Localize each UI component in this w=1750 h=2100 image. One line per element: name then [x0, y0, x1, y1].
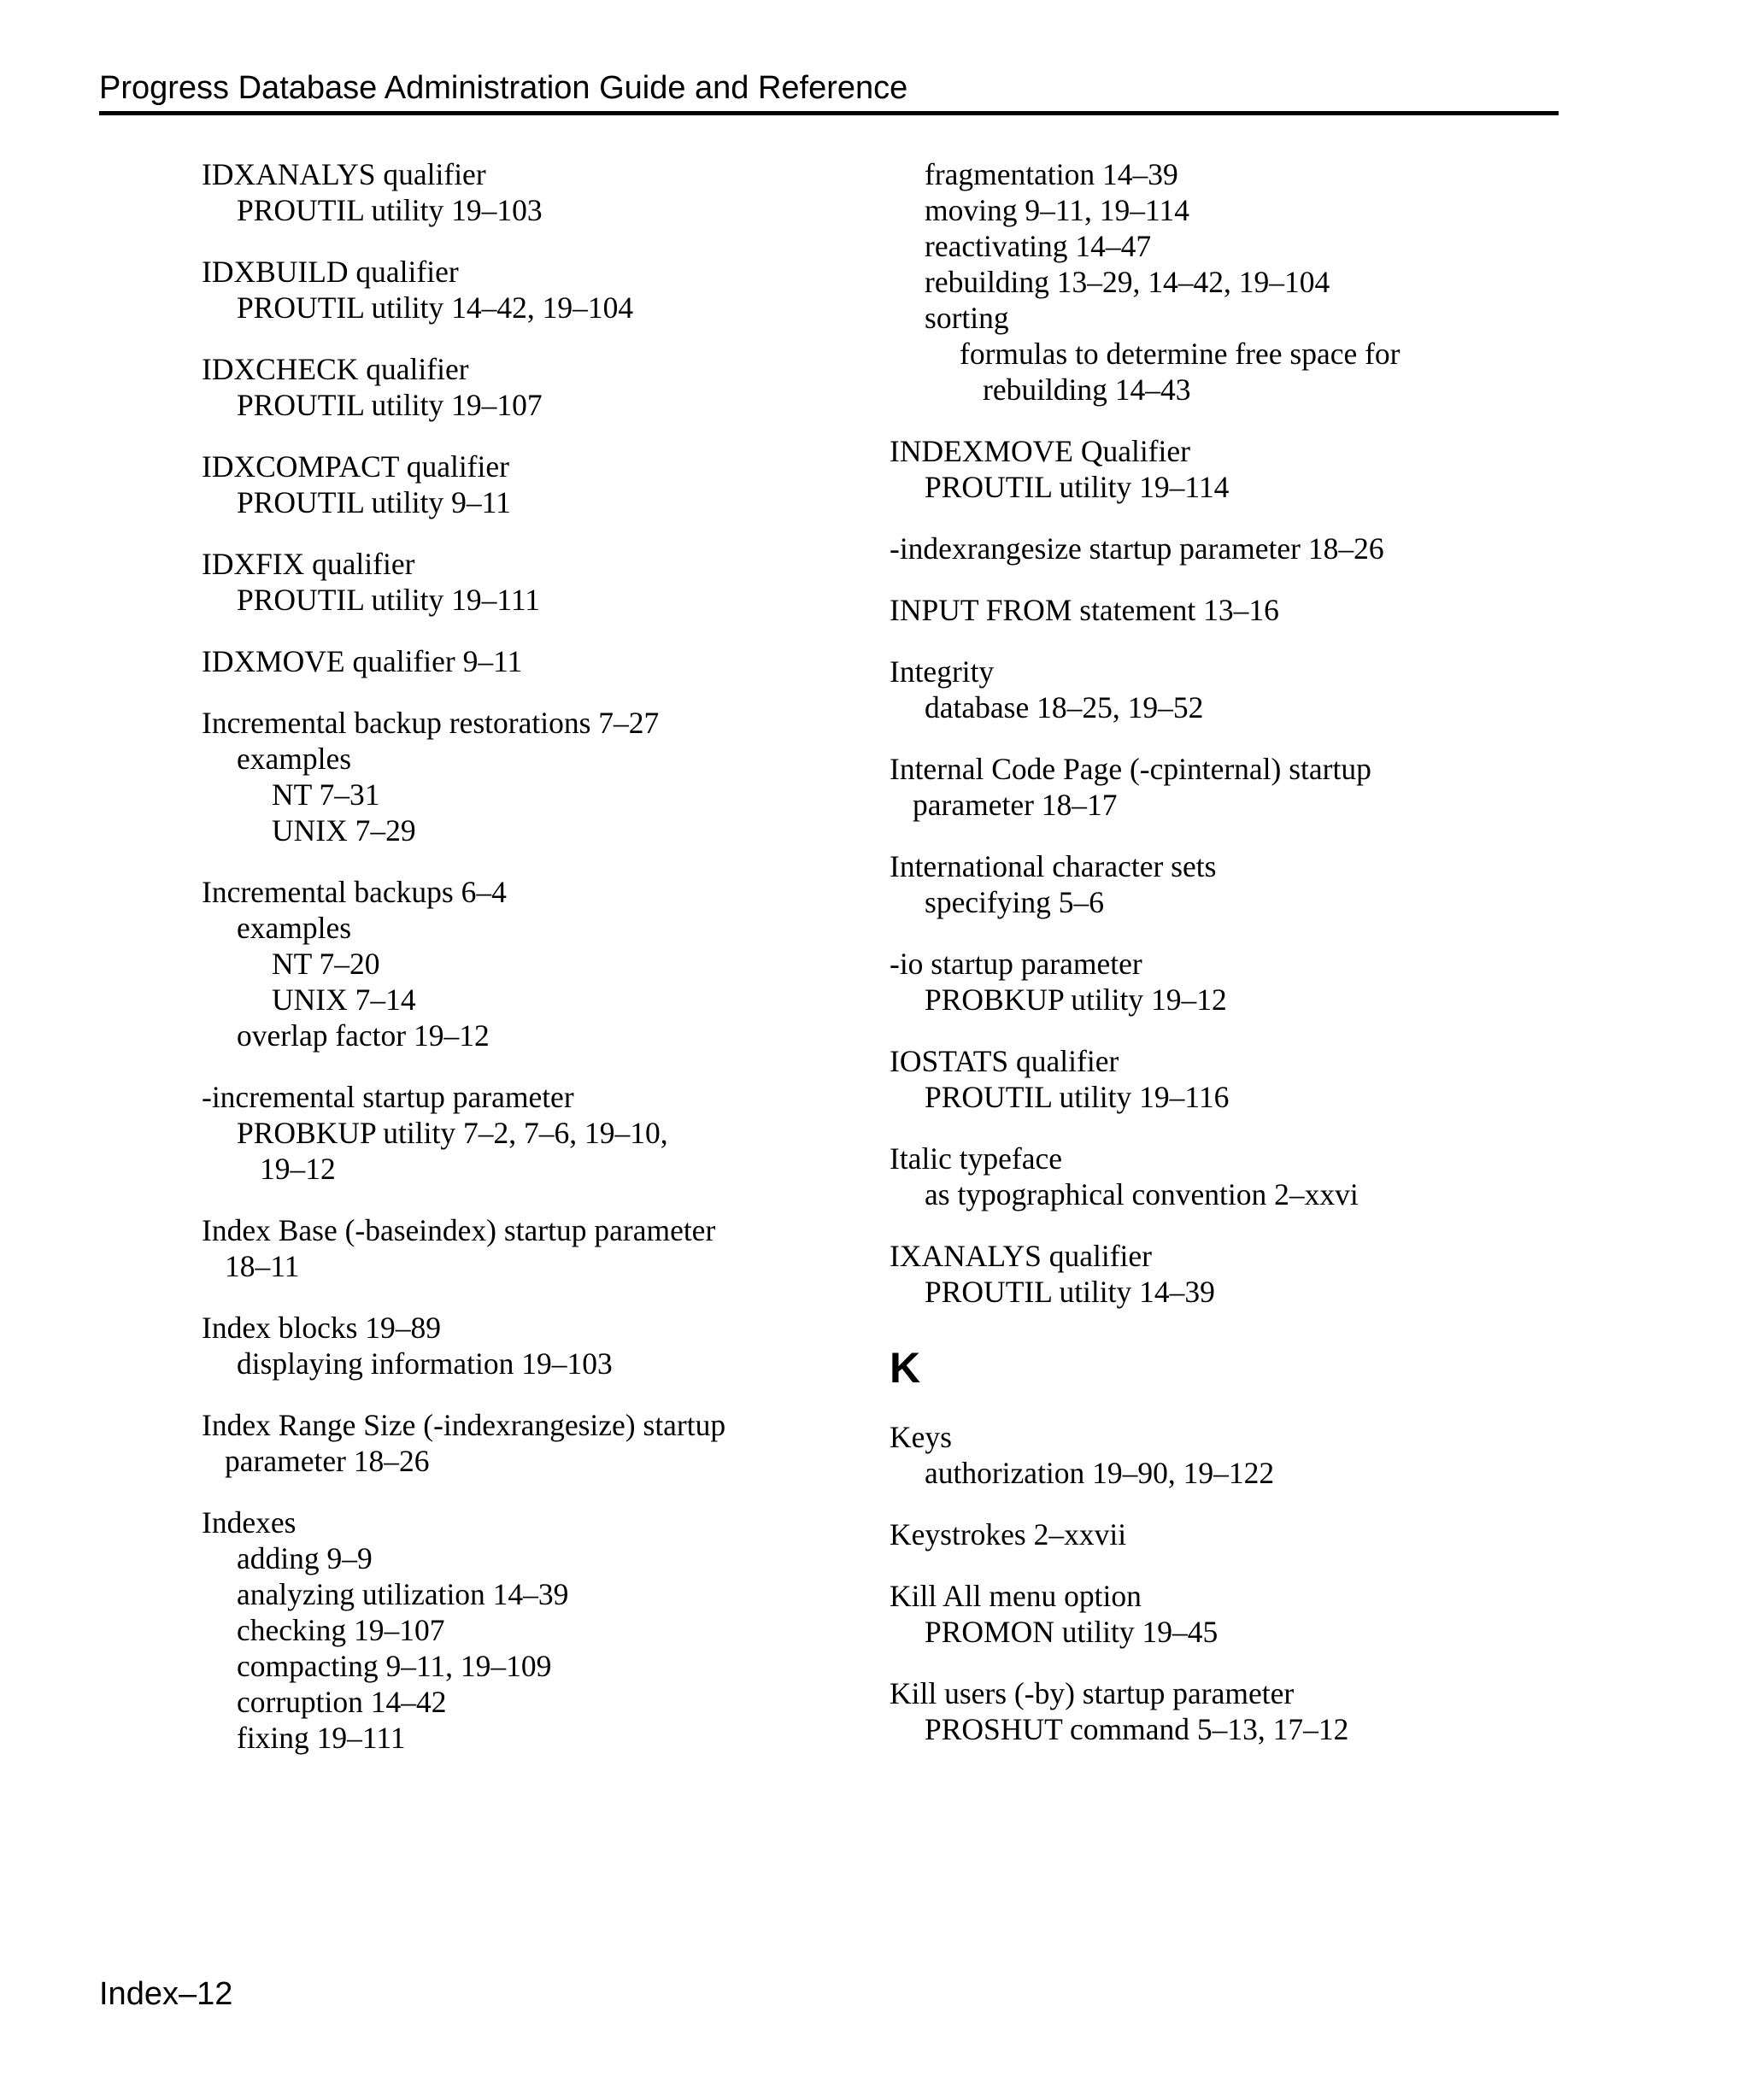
index-term: -indexrangesize startup parameter 18–26 [890, 531, 1384, 566]
index-term: IDXMOVE qualifier 9–11 [202, 644, 523, 678]
index-subentry: examples [237, 742, 352, 776]
index-term: International character sets [890, 849, 1217, 883]
index-subentry: fixing 19–111 [237, 1721, 406, 1755]
index-entry [890, 654, 1624, 725]
index-entry [202, 643, 937, 679]
index-entry [202, 254, 937, 326]
index-subentry: PROUTIL utility 9–11 [237, 485, 511, 519]
index-term: INPUT FROM statement 13–16 [890, 593, 1279, 627]
index-term: IDXCOMPACT qualifier [202, 449, 509, 484]
index-entry [202, 1079, 937, 1187]
index-subentry: rebuilding 14–43 [983, 372, 1191, 407]
index-term: IDXFIX qualifier [202, 547, 415, 581]
index-entry [890, 848, 1624, 920]
index-entry [890, 592, 1624, 628]
index-entry [890, 1043, 1624, 1115]
index-subentry: NT 7–20 [272, 947, 380, 981]
index-subentry: analyzing utilization 14–39 [237, 1577, 569, 1611]
index-entry [202, 705, 937, 848]
index-term: IOSTATS qualifier [890, 1044, 1119, 1078]
index-subentry: PROUTIL utility 14–42, 19–104 [237, 290, 634, 325]
index-subentry: sorting [925, 301, 1009, 335]
index-term: Index Range Size (-indexrangesize) startup [202, 1408, 726, 1442]
index-subentry: parameter 18–17 [913, 788, 1118, 822]
index-term: -io startup parameter [890, 947, 1142, 981]
index-subentry: reactivating 14–47 [925, 229, 1152, 263]
index-entry [202, 546, 937, 618]
index-term: Incremental backups 6–4 [202, 875, 507, 909]
index-subentry: formulas to determine free space for [960, 337, 1401, 371]
index-entry [890, 156, 1624, 408]
index-entry [202, 874, 937, 1053]
index-term: IXANALYS qualifier [890, 1239, 1153, 1273]
index-entry [890, 531, 1624, 566]
index-term: Integrity [890, 654, 995, 689]
index-term: Keystrokes 2–xxvii [890, 1517, 1127, 1552]
index-subentry: PROSHUT command 5–13, 17–12 [925, 1712, 1349, 1746]
header-rule [99, 111, 1559, 115]
index-entry [202, 449, 937, 520]
index-subentry: PROUTIL utility 14–39 [925, 1275, 1215, 1309]
index-subentry: as typographical convention 2–xxvi [925, 1177, 1359, 1211]
index-entry [202, 156, 937, 228]
index-subentry: rebuilding 13–29, 14–42, 19–104 [925, 265, 1330, 299]
index-entry [890, 1578, 1624, 1650]
index-subentry: corruption 14–42 [237, 1685, 447, 1719]
index-entry [890, 1516, 1624, 1552]
index-subentry: fragmentation 14–39 [925, 157, 1178, 191]
index-term: -incremental startup parameter [202, 1080, 574, 1114]
index-entry [202, 1407, 937, 1479]
index-term: Kill users (-by) startup parameter [890, 1676, 1295, 1710]
index-term: Kill All menu option [890, 1579, 1142, 1613]
index-subentry: 18–11 [225, 1249, 300, 1283]
index-subentry: examples [237, 911, 352, 945]
index-subentry: PROMON utility 19–45 [925, 1615, 1219, 1649]
index-subentry: 19–12 [260, 1152, 336, 1186]
index-subentry: PROUTIL utility 19–114 [925, 470, 1230, 504]
index-entry [890, 946, 1624, 1018]
running-header-title: Progress Database Administration Guide and Reference [99, 70, 908, 106]
index-subentry: displaying information 19–103 [237, 1346, 613, 1381]
index-subentry: NT 7–31 [272, 777, 380, 812]
index-subentry: database 18–25, 19–52 [925, 690, 1204, 724]
index-entry [890, 1141, 1624, 1212]
index-term: Incremental backup restorations 7–27 [202, 706, 660, 740]
index-subentry: UNIX 7–14 [272, 983, 416, 1017]
index-term: IDXBUILD qualifier [202, 255, 459, 289]
index-subentry: PROBKUP utility 19–12 [925, 983, 1227, 1017]
index-subentry: PROUTIL utility 19–103 [237, 193, 543, 227]
index-subentry: overlap factor 19–12 [237, 1018, 490, 1053]
index-subentry: parameter 18–26 [225, 1444, 430, 1478]
index-term: Index blocks 19–89 [202, 1311, 442, 1345]
index-term: IDXANALYS qualifier [202, 157, 486, 191]
index-section-letter: K [890, 1344, 921, 1392]
index-entry [890, 433, 1624, 505]
index-entry [890, 1238, 1624, 1310]
index-subentry: PROUTIL utility 19–107 [237, 388, 543, 422]
index-subentry: moving 9–11, 19–114 [925, 193, 1189, 227]
index-entry [890, 1419, 1624, 1491]
index-entry [890, 1675, 1624, 1747]
index-term: IDXCHECK qualifier [202, 352, 469, 386]
index-subentry: PROUTIL utility 19–116 [925, 1080, 1230, 1114]
page-folio: Index–12 [99, 1976, 233, 2012]
index-subentry: authorization 19–90, 19–122 [925, 1456, 1275, 1490]
index-term: Keys [890, 1420, 952, 1454]
index-subentry: adding 9–9 [237, 1541, 373, 1575]
index-term: Italic typeface [890, 1141, 1063, 1176]
index-term: Indexes [202, 1505, 297, 1540]
index-entry [202, 1212, 937, 1284]
index-subentry: PROUTIL utility 19–111 [237, 583, 540, 617]
index-term: Internal Code Page (-cpinternal) startup [890, 752, 1371, 786]
index-subentry: PROBKUP utility 7–2, 7–6, 19–10, [237, 1116, 668, 1150]
index-entry [202, 1310, 937, 1381]
index-column-right [890, 156, 1624, 1773]
index-term: INDEXMOVE Qualifier [890, 434, 1190, 468]
index-entry [202, 351, 937, 423]
index-term: Index Base (-baseindex) startup parameter [202, 1213, 716, 1247]
index-entry [890, 751, 1624, 823]
index-subentry: compacting 9–11, 19–109 [237, 1649, 552, 1683]
index-entry [202, 1505, 937, 1756]
index-subentry: specifying 5–6 [925, 885, 1105, 919]
index-subentry: checking 19–107 [237, 1613, 445, 1647]
index-subentry: UNIX 7–29 [272, 813, 416, 848]
index-column-left [202, 156, 937, 1781]
